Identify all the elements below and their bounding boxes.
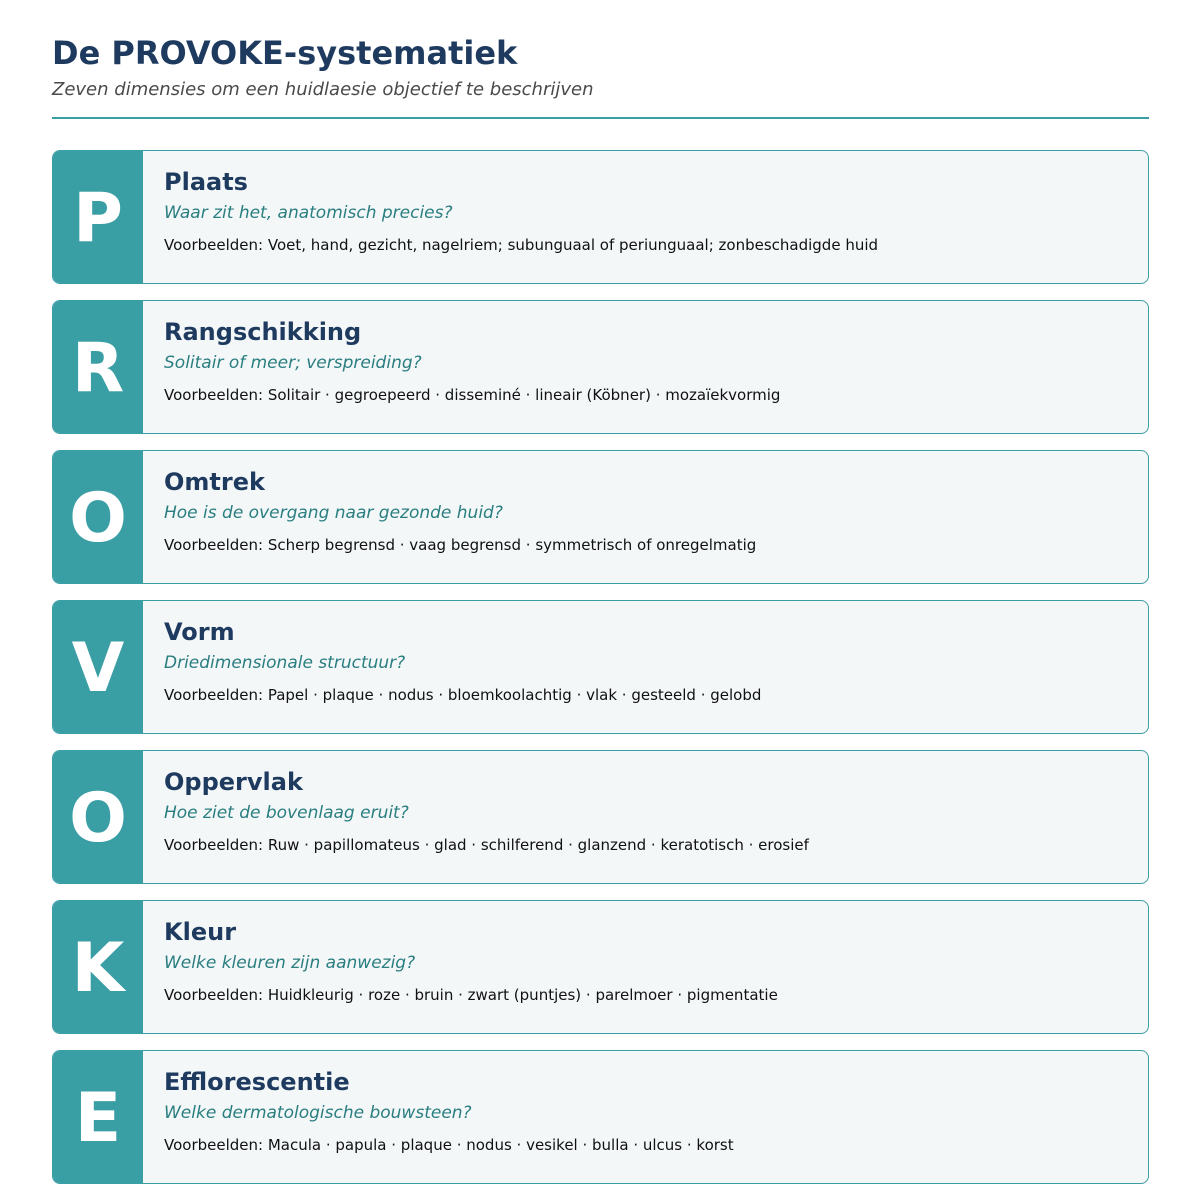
- dimension-letter: O: [69, 479, 127, 558]
- dimension-title: Plaats: [164, 168, 248, 196]
- dimension-card-efflorescentie: [52, 1050, 1149, 1184]
- dimension-card-plaats: [52, 150, 1149, 284]
- dimension-letter-badge: [53, 601, 143, 733]
- dimension-question: Solitair of meer; verspreiding?: [164, 353, 422, 373]
- dimension-card-rangschikking: [52, 300, 1149, 434]
- dimension-question: Hoe ziet de bovenlaag eruit?: [164, 803, 409, 823]
- dimension-title: Vorm: [164, 618, 235, 646]
- header-divider: [52, 117, 1149, 119]
- dimension-letter: P: [73, 179, 123, 258]
- dimension-letter: E: [74, 1079, 122, 1158]
- page-title: De PROVOKE-systematiek: [52, 34, 518, 72]
- dimension-examples: Voorbeelden: Huidkleurig · roze · bruin · zwart (puntjes) · parelmoer · pigmentatie: [164, 986, 778, 1004]
- dimension-letter-badge: [53, 151, 143, 283]
- dimension-card-oppervlak: [52, 750, 1149, 884]
- dimension-question: Welke dermatologische bouwsteen?: [164, 1103, 472, 1123]
- dimension-letter-badge: [53, 301, 143, 433]
- dimension-letter: K: [71, 929, 125, 1008]
- dimension-title: Omtrek: [164, 468, 265, 496]
- dimension-examples: Voorbeelden: Voet, hand, gezicht, nagelriem; subunguaal of periunguaal; zonbeschadigde huid: [164, 236, 879, 254]
- dimension-question: Welke kleuren zijn aanwezig?: [164, 953, 416, 973]
- dimension-examples: Voorbeelden: Scherp begrensd · vaag begrensd · symmetrisch of onregelmatig: [164, 536, 757, 554]
- dimension-examples: Voorbeelden: Solitair · gegroepeerd · disseminé · lineair (Köbner) · mozaïekvormig: [164, 386, 781, 404]
- dimension-letter-badge: [53, 751, 143, 883]
- dimension-title: Efflorescentie: [164, 1068, 350, 1096]
- dimension-examples: Voorbeelden: Papel · plaque · nodus · bloemkoolachtig · vlak · gesteeld · gelobd: [164, 686, 762, 704]
- dimension-card-omtrek: [52, 450, 1149, 584]
- dimension-letter-badge: [53, 451, 143, 583]
- dimension-examples: Voorbeelden: Macula · papula · plaque · nodus · vesikel · bulla · ulcus · korst: [164, 1136, 734, 1154]
- dimension-title: Oppervlak: [164, 768, 303, 796]
- dimension-card-kleur: [52, 900, 1149, 1034]
- dimension-title: Rangschikking: [164, 318, 362, 346]
- dimension-letter: O: [69, 779, 127, 858]
- dimension-letter-badge: [53, 1051, 143, 1183]
- dimension-letter: V: [71, 629, 125, 708]
- dimension-examples: Voorbeelden: Ruw · papillomateus · glad · schilferend · glanzend · keratotisch · erosief: [164, 836, 809, 854]
- dimension-question: Waar zit het, anatomisch precies?: [164, 203, 453, 223]
- dimension-card-vorm: [52, 600, 1149, 734]
- dimension-list: [52, 150, 1149, 1200]
- page-subtitle: Zeven dimensies om een huidlaesie objectief te beschrijven: [52, 79, 594, 100]
- dimension-letter-badge: [53, 901, 143, 1033]
- dimension-letter: R: [71, 329, 125, 408]
- dimension-question: Driedimensionale structuur?: [164, 653, 406, 673]
- dimension-question: Hoe is de overgang naar gezonde huid?: [164, 503, 503, 523]
- dimension-title: Kleur: [164, 918, 237, 946]
